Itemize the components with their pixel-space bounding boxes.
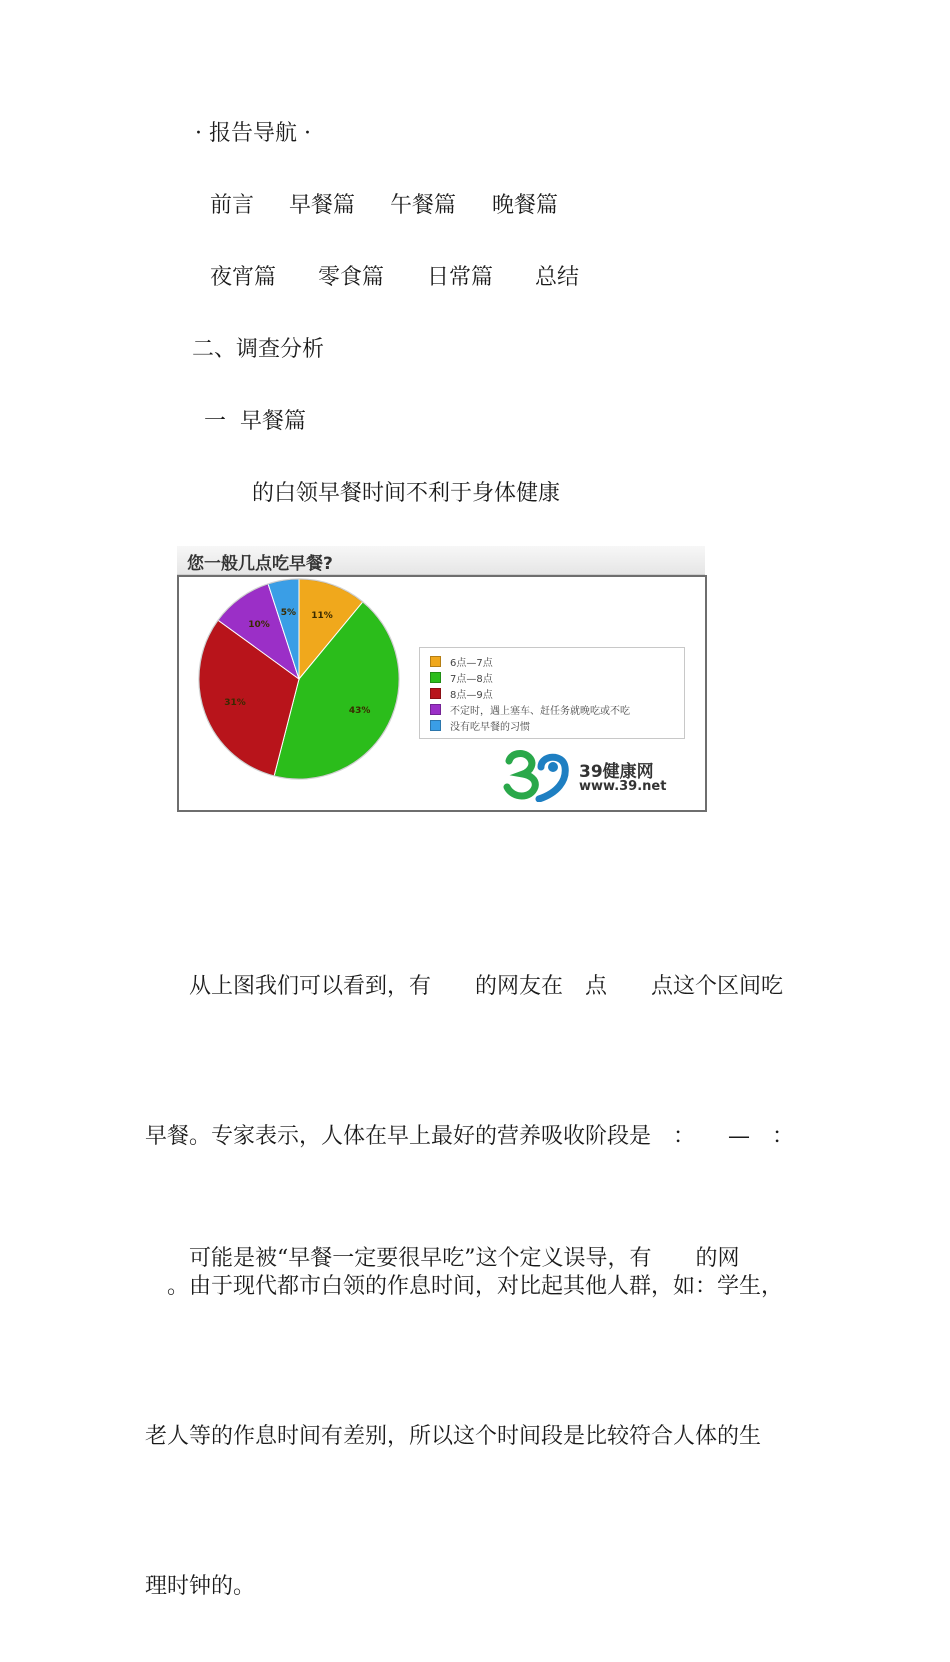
legend-label: 没有吃早餐的习惯 (450, 722, 530, 733)
chart-legend (419, 647, 685, 739)
legend-swatch (430, 688, 441, 699)
pie-label-irregular: 10% (248, 619, 270, 630)
legend-item-8-9 (430, 688, 493, 702)
pie-label-6-7: 11% (311, 611, 333, 622)
nav-link-dinner[interactable]: 晚餐篇 (492, 193, 559, 218)
legend-label: 8点—9点 (450, 690, 493, 701)
logo-url: www.39.net (579, 779, 667, 794)
paragraph-2 (145, 1134, 810, 1334)
legend-label: 不定时，遇上塞车、赶任务就晚吃或不吃 (450, 706, 630, 717)
legend-item-7-8 (430, 672, 493, 686)
pie-chart (179, 577, 419, 810)
paragraph-1-line: 老人等的作息时间有差别，所以这个时间段是比较符合人体的生 (145, 1424, 762, 1449)
paragraph-1-line: 早餐。专家表示，人体在早上最好的营养吸收阶段是 ： — ： (145, 1124, 795, 1149)
legend-item-irregular (430, 704, 630, 718)
nav-link-daily[interactable]: 日常篇 (427, 265, 494, 290)
subsection-title: 一 早餐篇 (204, 409, 306, 434)
nav-link-breakfast[interactable]: 早餐篇 (289, 193, 356, 218)
nav-link-snacks[interactable]: 零食篇 (318, 265, 385, 290)
report-nav-heading: · 报告导航 · (195, 121, 311, 146)
chart-headline: 的白领早餐时间不利于身体健康 (252, 481, 561, 506)
nav-link-lunch[interactable]: 午餐篇 (390, 193, 457, 218)
legend-swatch (430, 656, 441, 667)
chart-plot-area (177, 575, 707, 812)
legend-label: 7点—8点 (450, 674, 493, 685)
chart-title: 您一般几点吃早餐? (187, 554, 333, 574)
breakfast-time-chart (177, 546, 707, 810)
nav-link-preface[interactable]: 前言 (210, 193, 255, 218)
legend-item-no-breakfast (430, 720, 530, 734)
nav-link-summary[interactable]: 总结 (535, 265, 580, 290)
section-title: 二、调查分析 (192, 337, 325, 362)
site-logo (501, 747, 671, 807)
legend-swatch (430, 704, 441, 715)
paragraph-1-line: 理时钟的。 (145, 1574, 256, 1599)
paragraph-2-line: 可能是被“早餐一定要很早吃”这个定义误导，有 的网 (145, 1246, 740, 1271)
logo-name: 39健康网 (579, 762, 654, 782)
legend-swatch (430, 720, 441, 731)
paragraph-1-line: 。由于现代都市白领的作息时间，对比起其他人群，如：学生， (145, 1274, 784, 1299)
chart-title-bar (177, 546, 705, 575)
logo-39-mark (501, 747, 576, 802)
legend-swatch (430, 672, 441, 683)
legend-label: 6点—7点 (450, 658, 493, 669)
legend-item-6-7 (430, 656, 493, 670)
pie-label-8-9: 31% (224, 698, 246, 709)
pie-label-no-breakfast: 5% (280, 607, 297, 618)
pie-label-7-8: 43% (348, 705, 371, 716)
paragraph-1-line: 从上图我们可以看到，有 的网友在 点 点这个区间吃 (145, 974, 784, 999)
nav-link-late-night-snack[interactable]: 夜宵篇 (210, 265, 277, 290)
